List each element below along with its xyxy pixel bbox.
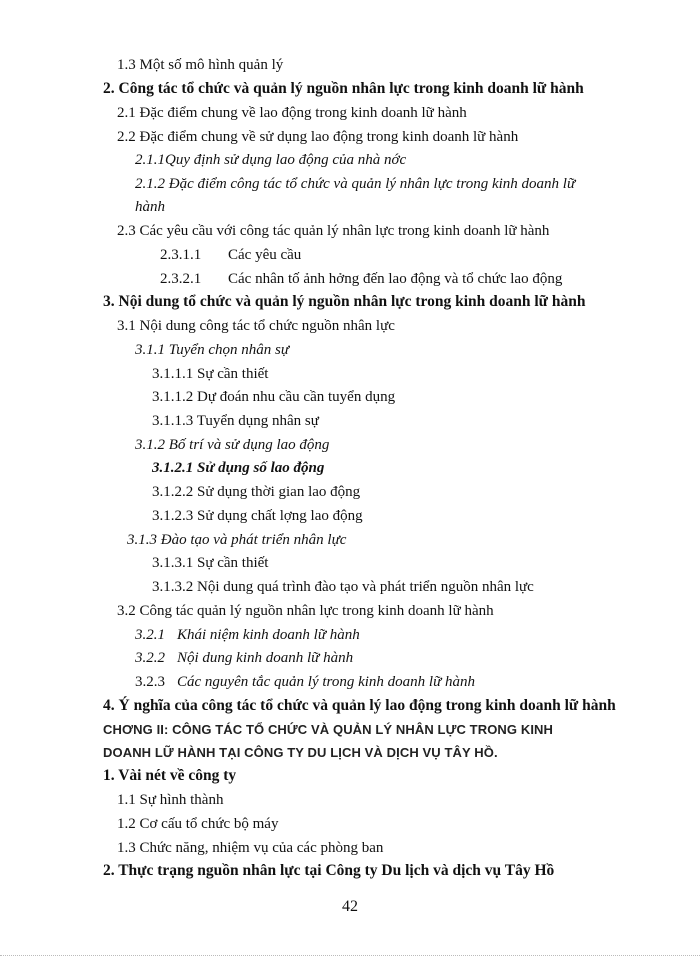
toc-line: 3.1.1.1 Sự cần thiết bbox=[152, 366, 269, 382]
toc-text: Các yêu cầu bbox=[228, 247, 302, 263]
toc-line: 3.1.3.2 Nội dung quá trình đào tạo và phát triển nguồn nhân lực bbox=[152, 579, 534, 595]
toc-text: Các nguyên tắc quản lý trong kinh doanh lữ hành bbox=[177, 674, 476, 690]
toc-line: 2.2 Đặc điểm chung về sử dụng lao động trong kinh doanh lữ hành bbox=[117, 129, 519, 145]
toc-line bbox=[160, 245, 301, 265]
chapter-heading: CHƠNG II: CÔNG TÁC TỔ CHỨC VÀ QUẢN LÝ NHÂN LỰC TRONG KINH bbox=[103, 722, 554, 737]
toc-line bbox=[135, 625, 360, 645]
toc-line: 3.2 Công tác quản lý nguồn nhân lực trong kinh doanh lữ hành bbox=[117, 603, 494, 619]
toc-line: 3.1.2.2 Sử dụng thời gian lao động bbox=[152, 484, 361, 500]
toc-line: 3.1 Nội dung công tác tổ chức nguồn nhân lực bbox=[117, 318, 395, 334]
toc-line: 1.2 Cơ cấu tổ chức bộ máy bbox=[117, 816, 279, 832]
toc-line: 1.3 Một số mô hình quản lý bbox=[117, 57, 284, 73]
toc-number: 3.2.2 bbox=[135, 650, 165, 666]
toc-line: 1. Vài nét về công ty bbox=[103, 767, 237, 784]
toc-line bbox=[135, 648, 353, 668]
toc-line: 2.3 Các yêu cầu với công tác quản lý nhân lực trong kinh doanh lữ hành bbox=[117, 223, 550, 239]
toc-text: Các nhân tố ảnh hởng đến lao động và tổ chức lao động bbox=[228, 271, 563, 287]
chapter-heading: DOANH LỮ HÀNH TẠI CÔNG TY DU LỊCH VÀ DỊCH VỤ TÂY HỒ. bbox=[103, 745, 498, 760]
toc-line: 3.1.2.3 Sử dụng chất lợng lao động bbox=[152, 508, 363, 524]
toc-line: 3.1.1.3 Tuyển dụng nhân sự bbox=[152, 413, 319, 429]
toc-number: 2.3.2.1 bbox=[160, 271, 202, 287]
toc-text: Nội dung kinh doanh lữ hành bbox=[177, 650, 354, 666]
toc-line: 1.3 Chức năng, nhiệm vụ của các phòng ban bbox=[117, 840, 384, 856]
toc-line bbox=[160, 269, 562, 289]
toc-line: 1.1 Sự hình thành bbox=[117, 792, 224, 808]
toc-line: hành bbox=[135, 199, 165, 215]
toc-number: 3.2.3 bbox=[135, 674, 165, 690]
toc-text: Khái niệm kinh doanh lữ hành bbox=[177, 627, 360, 643]
page-number: 42 bbox=[342, 898, 358, 915]
toc-line: 3.1.1.2 Dự đoán nhu cầu cần tuyển dụng bbox=[152, 389, 396, 405]
toc-number: 3.2.1 bbox=[135, 627, 165, 643]
toc-line: 3.1.1 Tuyển chọn nhân sự bbox=[135, 342, 290, 358]
toc-line: 2.1.2 Đặc điểm công tác tổ chức và quản lý nhân lực trong kinh doanh lữ bbox=[135, 176, 576, 192]
toc-line: 3.1.3.1 Sự cần thiết bbox=[152, 555, 269, 571]
bottom-rule bbox=[0, 955, 700, 956]
toc-line: 2.1 Đặc điểm chung về lao động trong kinh doanh lữ hành bbox=[117, 105, 467, 121]
toc-line: 3.1.3 Đào tạo và phát triển nhân lực bbox=[127, 532, 347, 548]
toc-line: 2. Thực trạng nguồn nhân lực tại Công ty Du lịch và dịch vụ Tây Hồ bbox=[103, 862, 555, 879]
toc-line bbox=[135, 672, 475, 692]
toc-line: 3. Nội dung tổ chức và quản lý nguồn nhân lực trong kinh doanh lữ hành bbox=[103, 293, 586, 310]
toc-number: 2.3.1.1 bbox=[160, 247, 202, 263]
toc-line: 3.1.2.1 Sử dụng số lao động bbox=[152, 460, 325, 476]
toc-line: 2. Công tác tổ chức và quản lý nguồn nhân lực trong kinh doanh lữ hành bbox=[103, 80, 584, 97]
toc-line: 2.1.1Quy định sử dụng lao động của nhà nớc bbox=[135, 152, 407, 168]
toc-line: 4. Ý nghĩa của công tác tổ chức và quản lý lao động trong kinh doanh lữ hành bbox=[103, 697, 616, 714]
toc-line: 3.1.2 Bố trí và sử dụng lao động bbox=[135, 437, 330, 453]
